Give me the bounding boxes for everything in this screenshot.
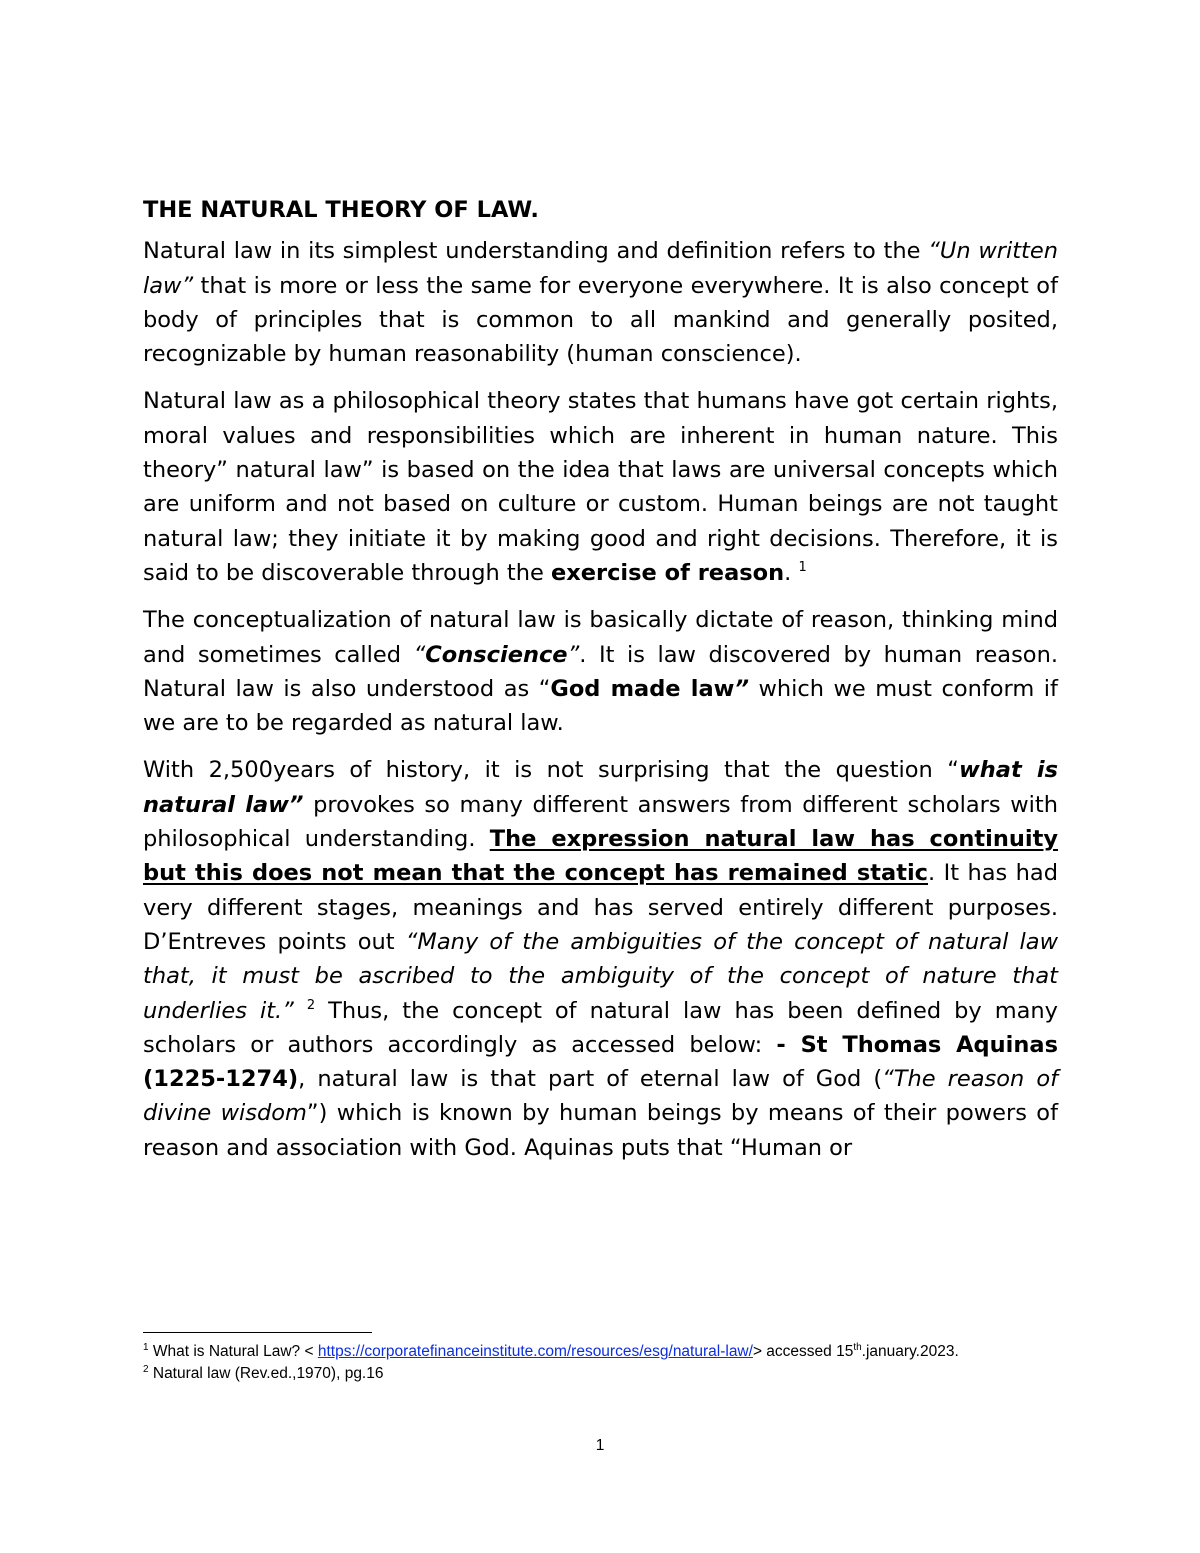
footnote-ref-2[interactable]: 2 (306, 997, 316, 1013)
italic-divine-wisdom: “The reason of divine wisdom (143, 1066, 1059, 1127)
paragraph-1: Natural law in its simplest understanding and definition refers to the “Un written law” that is more or less the same for everyone everywhere. It is also concept of body of principles that is common to all mankind and generally posited, recognizable by human reasonability (human conscience). (143, 238, 1058, 368)
underlined-statement: The expression natural law has continuity but this does not mean that the concept has remained static (143, 826, 1058, 887)
italic-quotation: “Many of the ambiguities of the concept of natural law that, it must be ascribed to the ambiguity of the concept of nature that underlies it.” (143, 928, 1058, 1024)
bold-aquinas: - St Thomas Aquinas (1225-1274) (143, 1031, 1058, 1093)
paragraph-4: With 2,500years of history, it is not surprising that the question “what is natural law” provokes so many different answers from different scholars with philosophical understanding. The expression natural law has continuity but this does not mean that the concept has remained static. It has had very different stages, meanings and has served entirely different purposes. D’Entreves points out “Many of the ambiguities of the concept of natural law that, it must be ascribed to the ambiguity of the concept of nature that underlies it.” $^2$ Thus, the concept of natural law has been defined by many scholars or authors accordingly as accessed below: - St Thomas Aquinas (1225-1274), natural law is that part of eternal law of God (“The reason of divine wisdom”) which is known by human beings by means of their powers of reason and association with God. Aquinas puts that “Human or (143, 757, 1059, 1161)
body-text (143, 193, 1058, 1165)
bold-god-made-law: God made law (550, 675, 735, 702)
page-number: 1 (595, 1437, 605, 1454)
bold-phrase: exercise of reason (550, 559, 785, 586)
footnote-separator (143, 1332, 372, 1333)
footnotes (143, 1341, 1058, 1385)
italic-quote: “Un written law” (143, 238, 1058, 299)
paragraph-3: The conceptualization of natural law is basically dictate of reason, thinking mind and sometimes called “Conscience”. It is law discovered by human reason. Natural law is also understood as “God made law” which we must conform if we are to be regarded as natural law. (143, 607, 1058, 737)
footnote-2: $^2$ Natural law (Rev.ed.,1970), pg.16 (143, 1364, 384, 1382)
bold-italic-conscience: Conscience (425, 641, 568, 668)
paragraph-2: Natural law as a philosophical theory states that humans have got certain rights, moral values and responsibilities which are inherent in human nature. This theory” natural law” is based on the idea that laws are universal concepts which are uniform and not based on culture or custom. Human beings are not taught natural law; they initiate it by making good and right decisions. Therefore, it is said to be discoverable through the exercise of reason. $^1$ (143, 388, 1058, 586)
page-title: THE NATURAL THEORY OF LAW. (143, 197, 539, 223)
bold-italic-question: what is natural law (143, 757, 1058, 818)
footnote-1: $^1$ What is Natural Law? < https://corporatefinanceinstitute.com/resources/esg/natural-law/> accessed 15th.january.2023. (143, 1342, 959, 1360)
footnote-ref-1[interactable]: 1 (798, 559, 807, 575)
footnote-link[interactable]: https://corporatefinanceinstitute.com/resources/esg/natural-law/ (317, 1343, 753, 1360)
